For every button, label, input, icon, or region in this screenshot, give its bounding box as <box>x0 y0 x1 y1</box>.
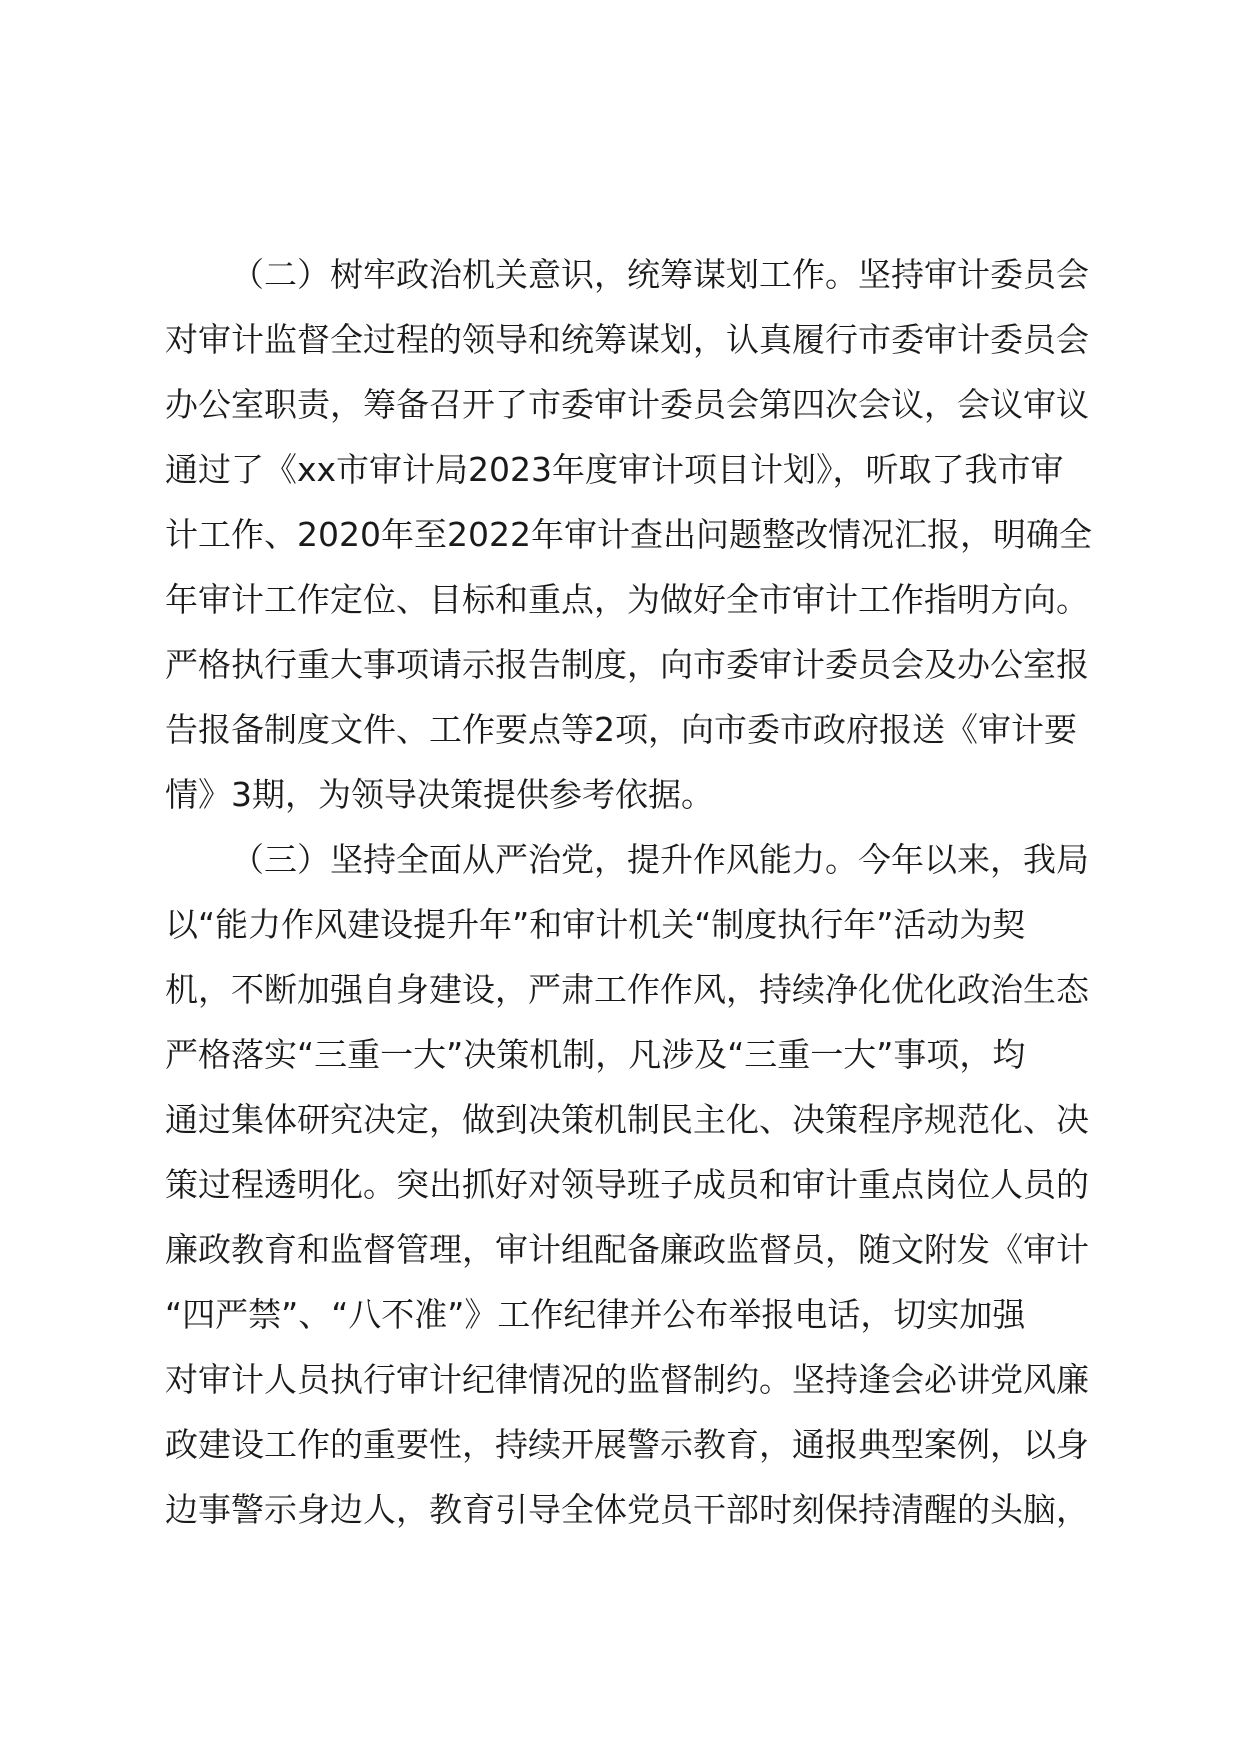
text-line: 办公室职责，筹备召开了市委审计委员会第四次会议，会议审议 <box>165 385 1089 424</box>
text-line: 以“能力作风建设提升年”和审计机关“制度执行年”活动为契 <box>165 905 1026 944</box>
document-body <box>165 242 1095 1542</box>
text-line: 情》3期，为领导决策提供参考依据。 <box>165 775 714 814</box>
text-line: 对审计监督全过程的领导和统筹谋划，认真履行市委审计委员会 <box>165 320 1089 359</box>
text-line: （二）树牢政治机关意识，统筹谋划工作。坚持审计委员会 <box>231 255 1089 294</box>
text-line: 廉政教育和监督管理，审计组配备廉政监督员，随文附发《审计 <box>165 1230 1089 1269</box>
text-line: 策过程透明化。突出抓好对领导班子成员和审计重点岗位人员的 <box>165 1165 1089 1204</box>
text-line: 严格执行重大事项请示报告制度，向市委审计委员会及办公室报 <box>165 645 1089 684</box>
text-line: 严格落实“三重一大”决策机制，凡涉及“三重一大”事项，均 <box>165 1035 1026 1074</box>
text-line: 年审计工作定位、目标和重点，为做好全市审计工作指明方向。 <box>165 580 1089 619</box>
text-line: 机，不断加强自身建设，严肃工作作风，持续净化优化政治生态 <box>165 970 1089 1009</box>
text-line: 政建设工作的重要性，持续开展警示教育，通报典型案例，以身 <box>165 1425 1089 1464</box>
text-line: 通过了《xx市审计局2023年度审计项目计划》，听取了我市审 <box>165 450 1064 489</box>
text-line: 对审计人员执行审计纪律情况的监督制约。坚持逢会必讲党风廉 <box>165 1360 1089 1399</box>
text-line: “四严禁”、“八不准”》工作纪律并公布举报电话，切实加强 <box>165 1295 1026 1334</box>
text-line: （三）坚持全面从严治党，提升作风能力。今年以来，我局 <box>231 840 1089 879</box>
text-line: 通过集体研究决定，做到决策机制民主化、决策程序规范化、决 <box>165 1100 1089 1139</box>
text-line: 边事警示身边人，教育引导全体党员干部时刻保持清醒的头脑， <box>165 1490 1089 1529</box>
text-line: 计工作、2020年至2022年审计查出问题整改情况汇报，明确全 <box>165 515 1092 554</box>
text-line: 告报备制度文件、工作要点等2项，向市委市政府报送《审计要 <box>165 710 1077 749</box>
